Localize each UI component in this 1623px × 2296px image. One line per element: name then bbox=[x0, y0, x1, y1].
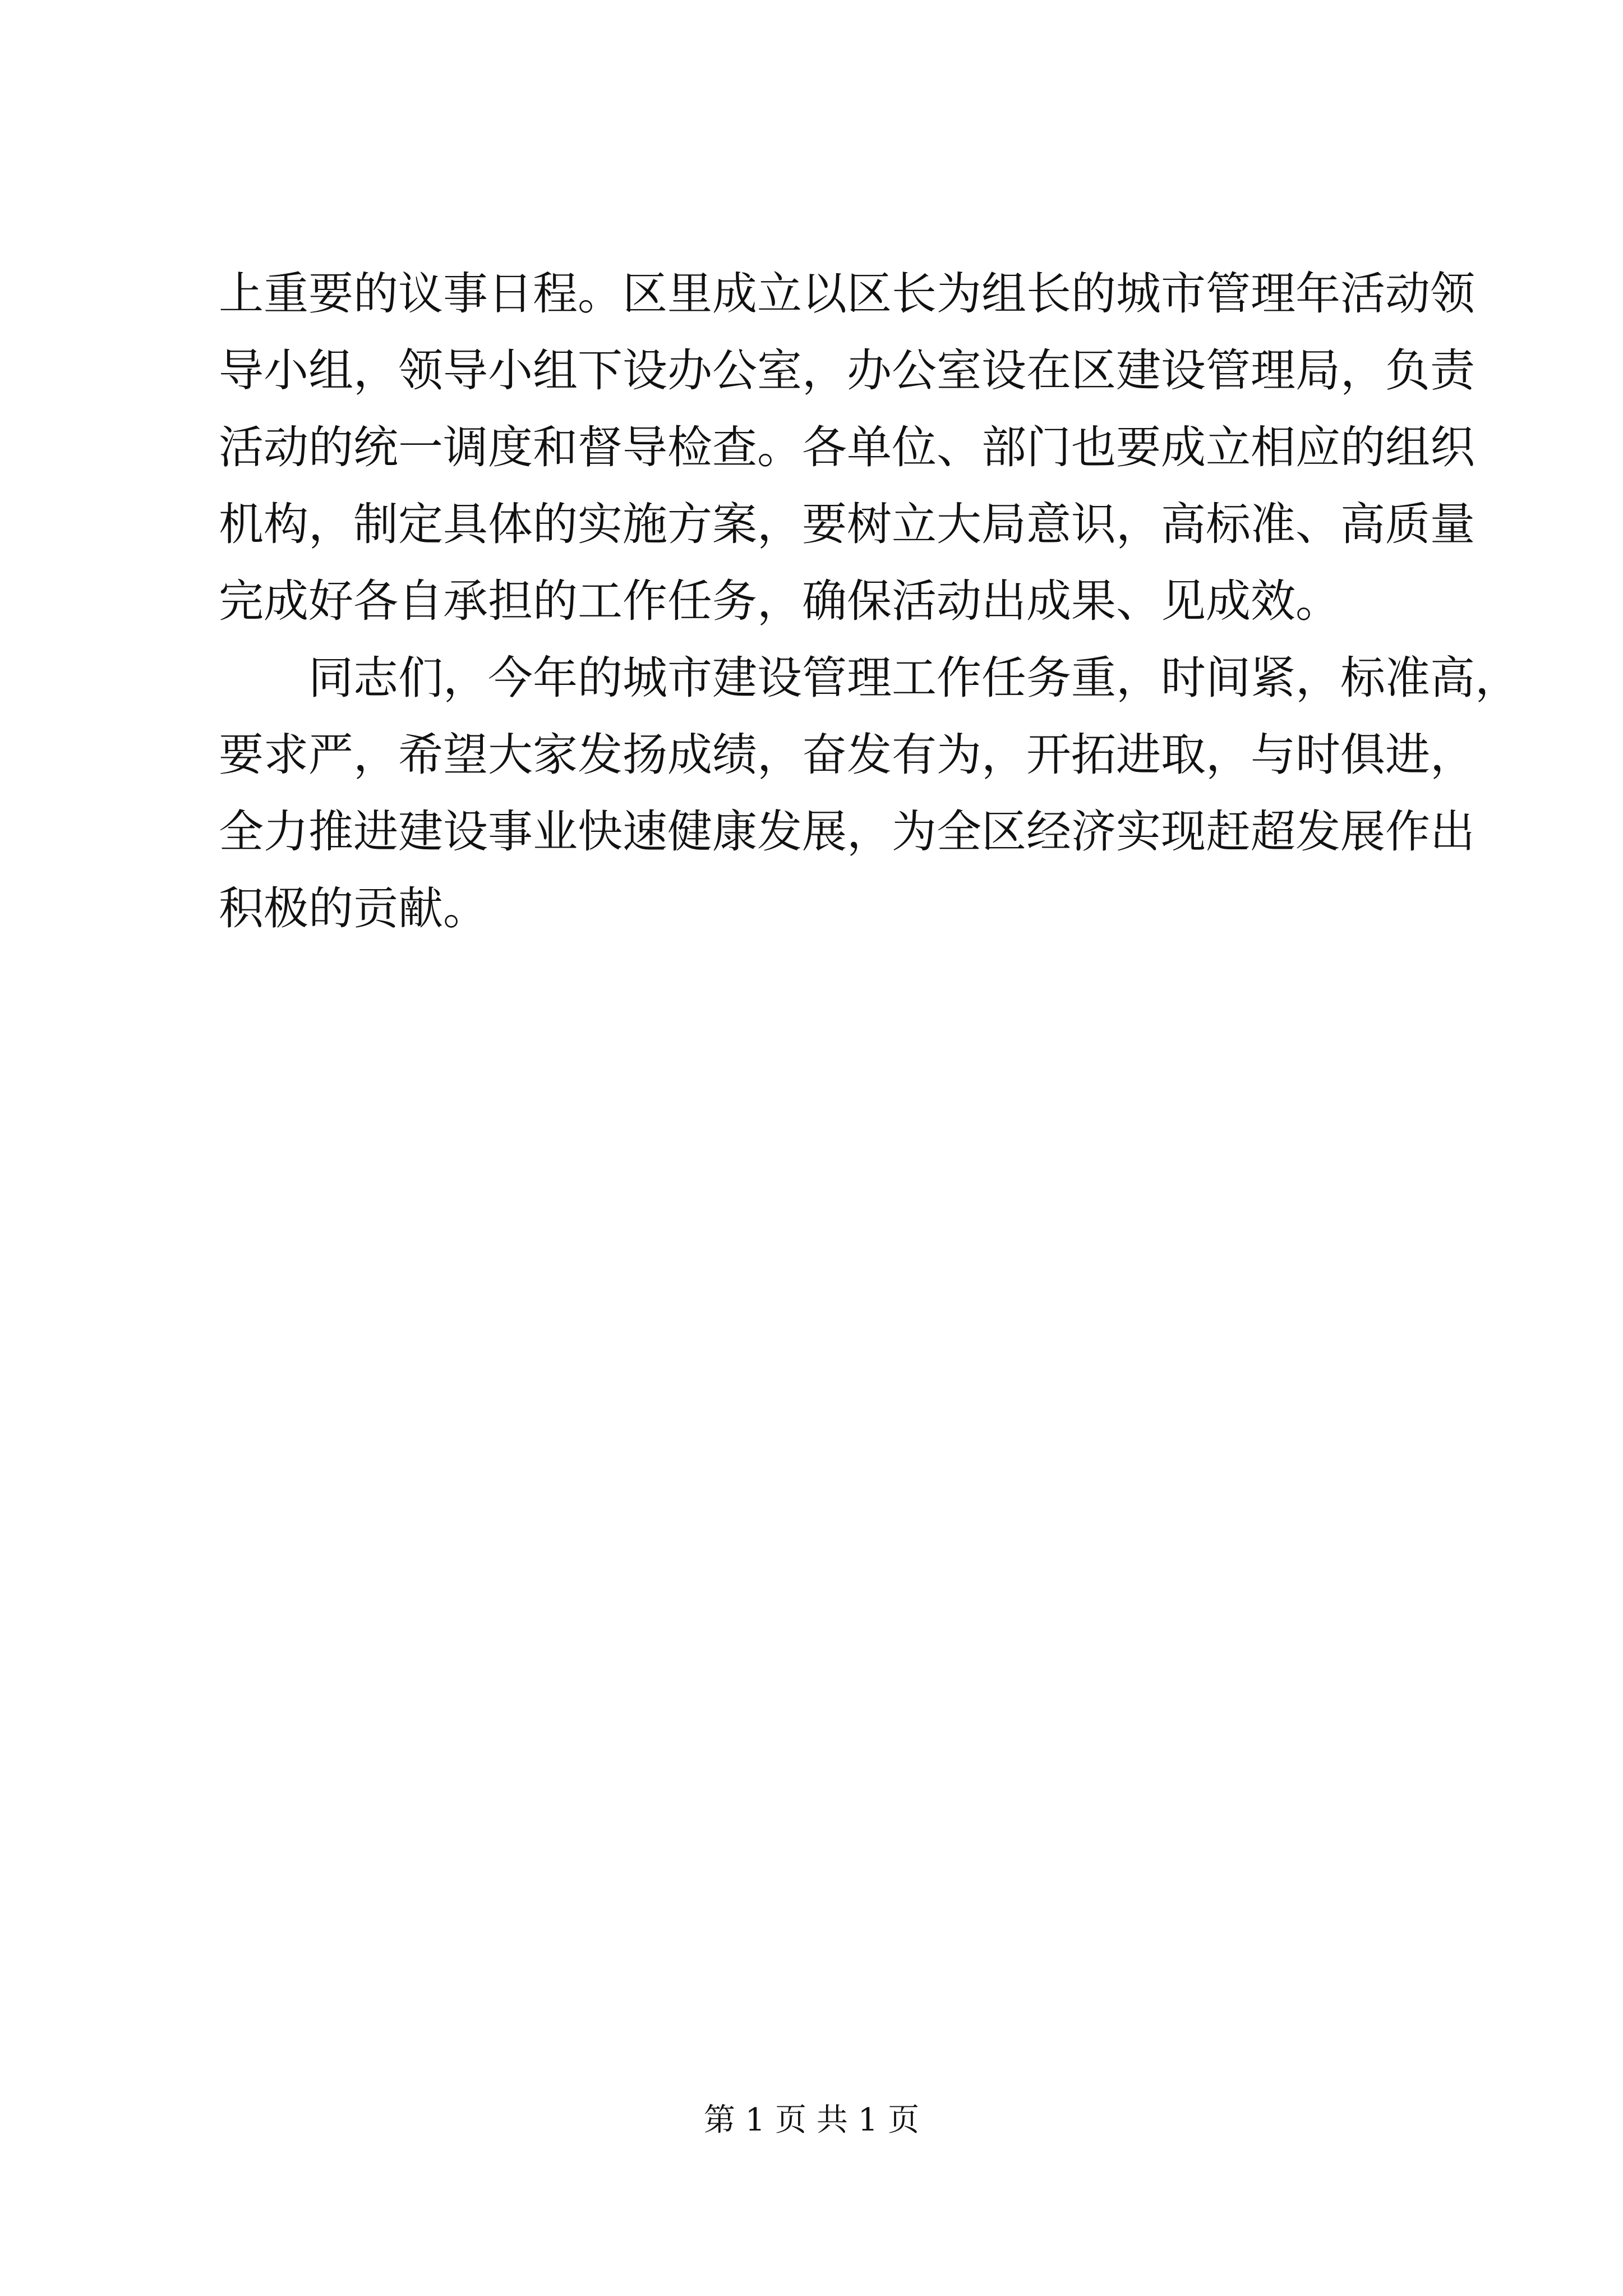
page-number-label: 第 1 页 共 1 页 bbox=[703, 2102, 920, 2138]
page-footer bbox=[0, 2098, 1623, 2143]
document-body bbox=[219, 255, 1520, 947]
text-line: 完成好各自承担的工作任务，确保活动出成果、见成效。 bbox=[219, 575, 1340, 627]
text-line: 机构，制定具体的实施方案，要树立大局意识，高标准、高质量 bbox=[219, 498, 1475, 550]
text-line: 同志们，今年的城市建设管理工作任务重，时间紧，标准高， bbox=[308, 652, 1520, 704]
paragraph-1 bbox=[219, 255, 1475, 639]
paragraph-2 bbox=[219, 639, 1520, 947]
text-line: 活动的统一调度和督导检查。各单位、部门也要成立相应的组织 bbox=[219, 421, 1475, 473]
text-line: 积极的贡献。 bbox=[219, 882, 488, 935]
text-line: 上重要的议事日程。区里成立以区长为组长的城市管理年活动领 bbox=[219, 268, 1475, 320]
text-line: 要求严，希望大家发扬成绩，奋发有为，开拓进取，与时俱进， bbox=[219, 729, 1475, 781]
text-line: 全力推进建设事业快速健康发展，为全区经济实现赶超发展作出 bbox=[219, 806, 1475, 858]
text-line: 导小组，领导小组下设办公室，办公室设在区建设管理局，负责 bbox=[219, 344, 1475, 397]
